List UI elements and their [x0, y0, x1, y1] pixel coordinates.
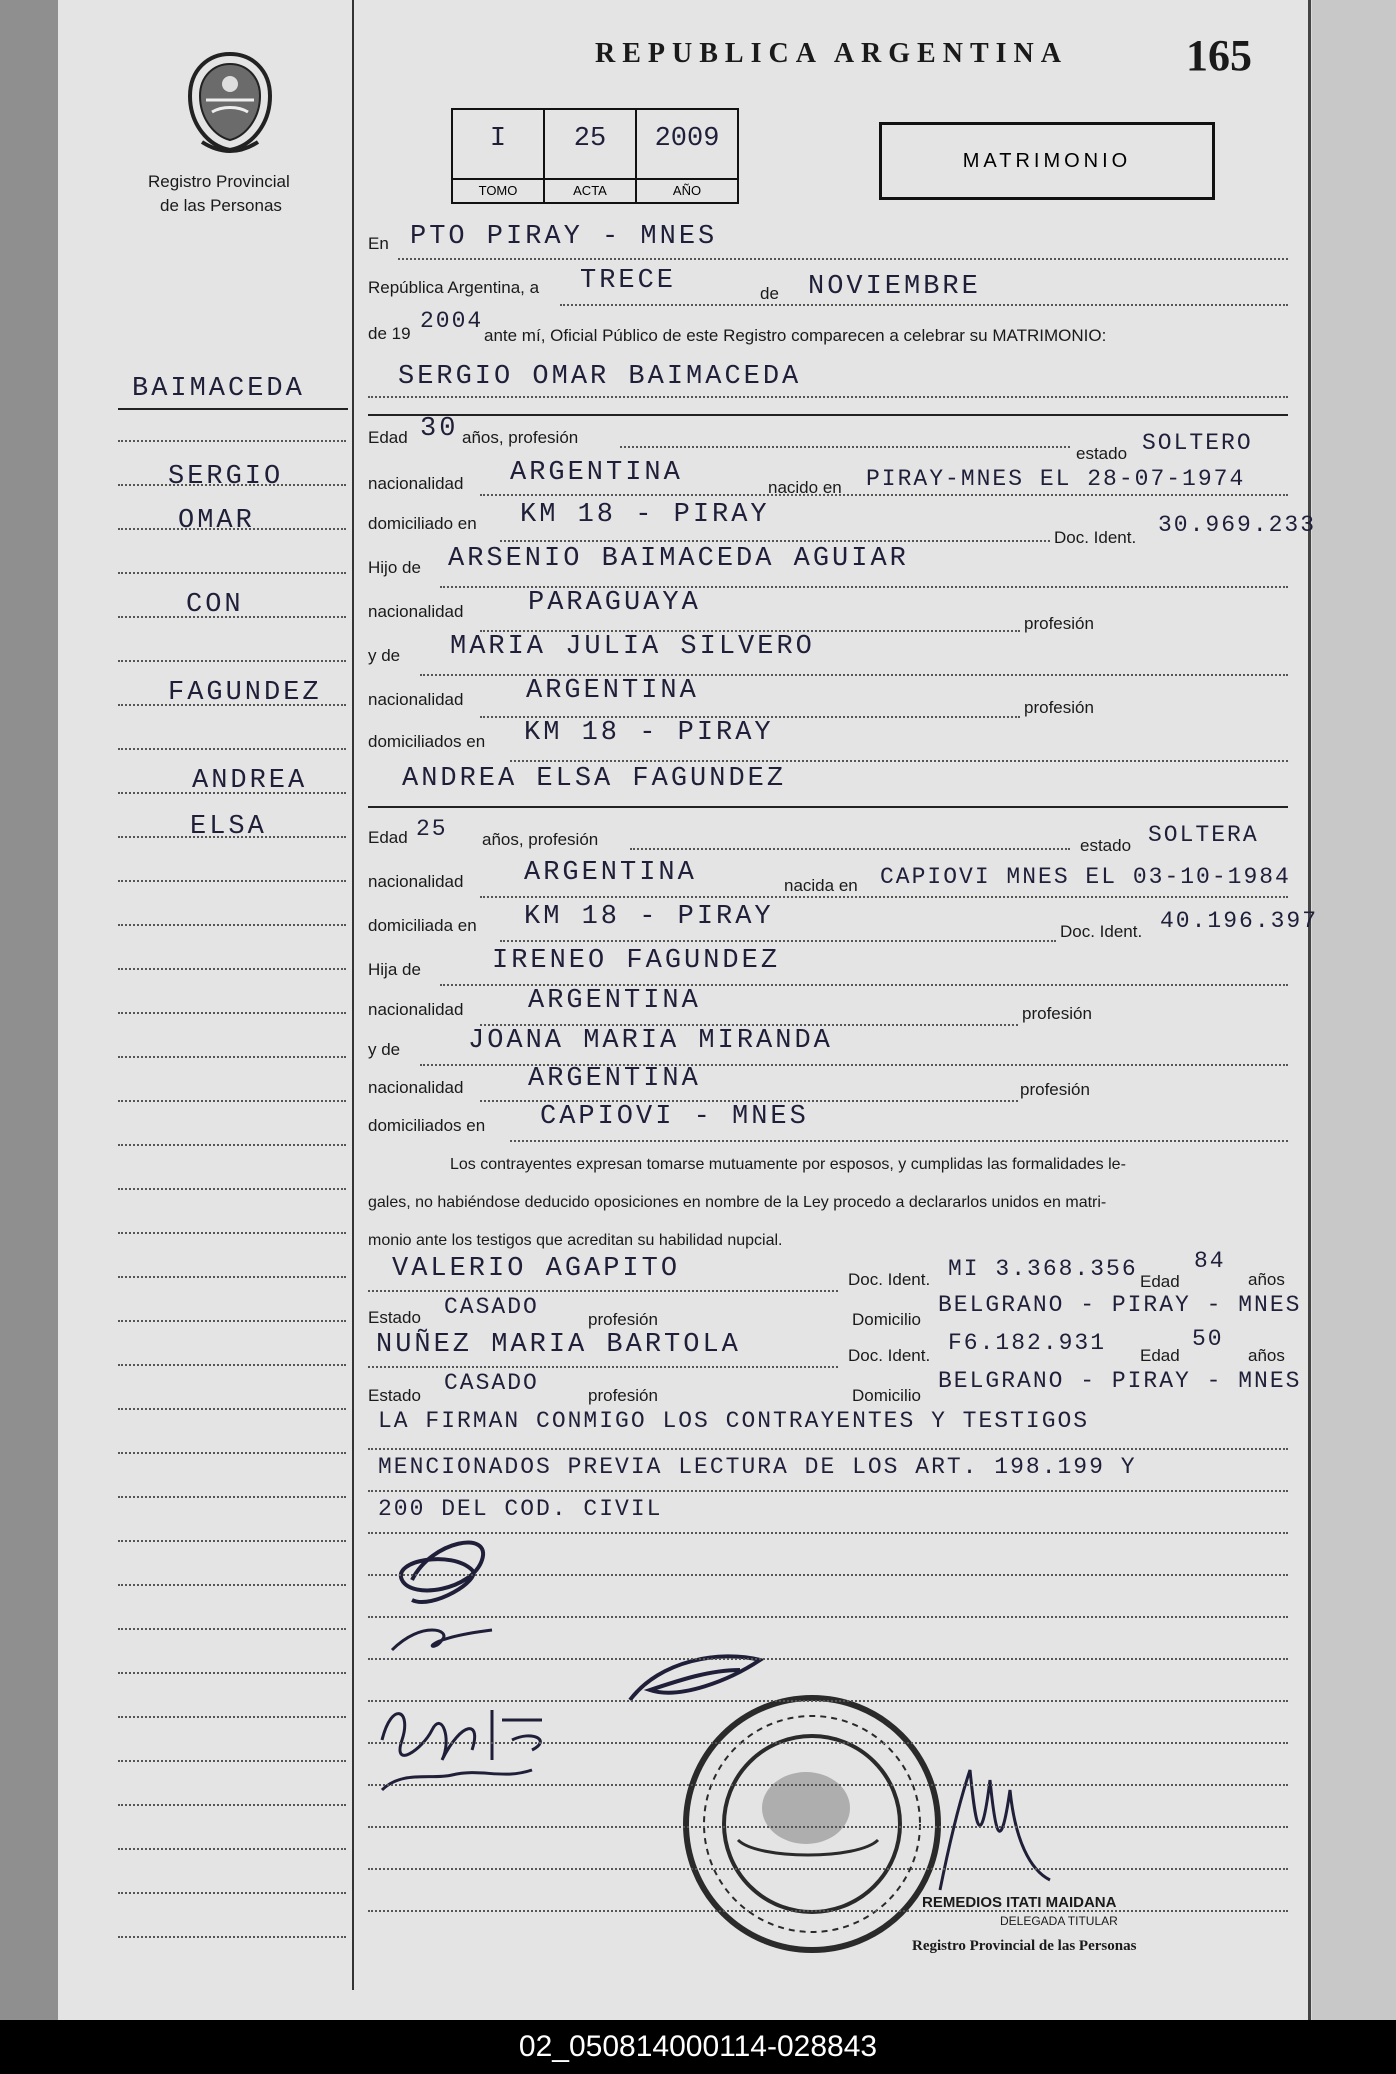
margin-ruled-line	[118, 1232, 346, 1234]
official-seal-icon	[678, 1690, 946, 1958]
margin-ruled-line	[118, 1848, 346, 1850]
registry-name-line1: Registro Provincial	[148, 172, 290, 191]
margin-ruled-line	[118, 1716, 346, 1718]
bride-estado: SOLTERA	[1148, 822, 1259, 848]
margin-ruled-line	[118, 572, 346, 574]
father-profesion-label: profesión	[1024, 614, 1094, 633]
groom-doc: 30.969.233	[1158, 512, 1317, 538]
groom-mother: MARIA JULIA SILVERO	[450, 632, 815, 662]
hijo-label: Hijo de	[368, 558, 421, 577]
year-value: 2004	[420, 308, 484, 334]
margin-ruled-line	[118, 1584, 346, 1586]
bride-mother-profesion-label: profesión	[1020, 1080, 1090, 1099]
dotted-line	[620, 446, 1070, 448]
margin-ruled-line	[118, 1892, 346, 1894]
margin-ruled-line	[118, 968, 346, 970]
margin-con: CON	[186, 590, 244, 620]
groom-domicilio: KM 18 - PIRAY	[520, 500, 770, 530]
groom-signature-icon	[372, 1520, 522, 1660]
bride-doc: 40.196.397	[1160, 908, 1319, 934]
witness2-doc: F6.182.931	[948, 1330, 1107, 1356]
groom-mother-nacionalidad: ARGENTINA	[526, 676, 699, 706]
anio-value: 2009	[654, 124, 720, 154]
official-title: DELEGADA TITULAR	[1000, 1914, 1118, 1928]
margin-surname2: FAGUNDEZ	[168, 678, 322, 708]
dotted-line	[500, 540, 1050, 542]
margin-ruled-line	[118, 1760, 346, 1762]
margin-ruled-line	[118, 1672, 346, 1674]
bride-name: ANDREA ELSA FAGUNDEZ	[402, 764, 787, 794]
witness2-edad-label: Edad	[1140, 1346, 1180, 1365]
witness2-domicilio: BELGRANO - PIRAY - MNES	[938, 1368, 1302, 1394]
father-nacionalidad-label: nacionalidad	[368, 602, 464, 621]
witness2-estado: CASADO	[444, 1370, 539, 1396]
groom-name: SERGIO OMAR BAIMACEDA	[398, 362, 802, 392]
en-value: PTO PIRAY - MNES	[410, 222, 718, 252]
dotted-line	[500, 940, 1056, 942]
witness2-name: NUÑEZ MARIA BARTOLA	[376, 1330, 741, 1360]
margin-ruled-line	[118, 1936, 346, 1938]
month-value: NOVIEMBRE	[808, 272, 981, 302]
domiciliada-label: domiciliada en	[368, 916, 477, 935]
estado-label: estado	[1076, 444, 1128, 463]
margin-ruled-line	[118, 1188, 346, 1190]
section-rule	[368, 806, 1288, 808]
nacionalidad-label: nacionalidad	[368, 474, 464, 493]
page-right-edge	[1312, 0, 1396, 2020]
bride-domiciliados-label: domiciliados en	[368, 1116, 486, 1135]
de19-label: de 19	[368, 324, 411, 343]
tomo-value: I	[489, 124, 507, 154]
groom-father-nacionalidad: PARAGUAYA	[528, 588, 701, 618]
dotted-line	[510, 1140, 1288, 1142]
nacida-label: nacida en	[784, 876, 858, 895]
acta-value: 25	[573, 124, 607, 154]
mother-profesion-label: profesión	[1024, 698, 1094, 717]
witness1-doc-label: Doc. Ident.	[848, 1270, 931, 1289]
province-crest-icon	[182, 50, 278, 154]
bride-yde-label: y de	[368, 1040, 401, 1059]
bride-father-nacionalidad: ARGENTINA	[528, 986, 701, 1016]
bride-age: 25	[416, 816, 448, 842]
margin-underline	[118, 408, 348, 410]
witness1-domicilio-label: Domicilio	[852, 1310, 921, 1329]
margin-name4: ELSA	[190, 812, 267, 842]
domiciliados-label: domiciliados en	[368, 732, 486, 751]
margin-ruled-line	[118, 1408, 346, 1410]
bride-father: IRENEO FAGUNDEZ	[492, 946, 781, 976]
section-rule	[368, 414, 1288, 416]
nacido-label: nacido en	[768, 478, 842, 497]
dotted-line	[560, 304, 1288, 306]
paragraph-line2: gales, no habiéndose deducido oposiciones en nombre de la Ley procedo a declararlos unidos en matri-	[368, 1194, 1107, 1211]
bride-father-profesion-label: profesión	[1022, 1004, 1092, 1023]
groom-estado: SOLTERO	[1142, 430, 1253, 456]
margin-ruled-line	[118, 792, 346, 794]
dotted-line	[398, 258, 1288, 260]
de-label: de	[760, 284, 779, 303]
margin-ruled-line	[118, 1628, 346, 1630]
body-ruled-line	[368, 1532, 1288, 1534]
page-number: 165	[1186, 31, 1252, 80]
republica-label: República Argentina, a	[368, 278, 540, 297]
bride-mother: JOANA MARIA MIRANDA	[468, 1026, 833, 1056]
anio-label: AÑO	[637, 178, 737, 202]
file-identifier: 02_050814000114-028843	[0, 2020, 1396, 2074]
body-ruled-line	[368, 1826, 1288, 1828]
note-line1: LA FIRMAN CONMIGO LOS CONTRAYENTES Y TESTIGOS	[378, 1408, 1090, 1434]
margin-ruled-line	[118, 704, 346, 706]
witness1-estado: CASADO	[444, 1294, 539, 1320]
day-value: TRECE	[580, 266, 677, 296]
page-left-shadow	[0, 0, 60, 2020]
act-type-box: MATRIMONIO	[879, 122, 1215, 200]
yde-label: y de	[368, 646, 401, 665]
margin-ruled-line	[118, 1540, 346, 1542]
record-reference-table	[451, 108, 739, 204]
margin-ruled-line	[118, 1276, 346, 1278]
margin-divider	[352, 0, 354, 1990]
body-ruled-line	[368, 1742, 1288, 1744]
witness2-domicilio-label: Domicilio	[852, 1386, 921, 1405]
note-line2: MENCIONADOS PREVIA LECTURA DE LOS ART. 198.199 Y	[378, 1454, 1137, 1480]
bride-nacida: CAPIOVI MNES EL 03-10-1984	[880, 864, 1291, 890]
body-ruled-line	[368, 1616, 1288, 1618]
body-ruled-line	[368, 1574, 1288, 1576]
dotted-line	[480, 494, 1288, 496]
groom-age: 30	[420, 414, 459, 444]
margin-ruled-line	[118, 1320, 346, 1322]
anio-cell	[637, 110, 737, 202]
groom-parents-domicilio: KM 18 - PIRAY	[524, 718, 774, 748]
margin-ruled-line	[118, 1804, 346, 1806]
bride-edad-label: Edad	[368, 828, 408, 847]
margin-ruled-line	[118, 1452, 346, 1454]
body-ruled-line	[368, 1784, 1288, 1786]
margin-ruled-line	[118, 484, 346, 486]
body-ruled-line	[368, 1910, 1288, 1912]
dotted-line	[480, 896, 1288, 898]
dotted-line	[368, 1366, 838, 1368]
margin-ruled-line	[118, 748, 346, 750]
witness1-profesion-label: profesión	[588, 1310, 658, 1329]
witness2-profesion-label: profesión	[588, 1386, 658, 1405]
margin-name2: OMAR	[178, 506, 255, 536]
bride-doc-label: Doc. Ident.	[1060, 922, 1143, 941]
tomo-cell	[453, 110, 545, 202]
body-ruled-line	[368, 1490, 1288, 1492]
witness1-estado-label: Estado	[368, 1308, 421, 1327]
body-ruled-line	[368, 1700, 1288, 1702]
margin-ruled-line	[118, 1496, 346, 1498]
bride-estado-label: estado	[1080, 836, 1132, 855]
margin-name3: ANDREA	[192, 766, 308, 796]
margin-ruled-line	[118, 528, 346, 530]
bride-nacionalidad-label: nacionalidad	[368, 872, 464, 891]
margin-ruled-line	[118, 616, 346, 618]
bride-mother-nacionalidad-label: nacionalidad	[368, 1078, 464, 1097]
dotted-line	[510, 760, 1288, 762]
paragraph-line1: Los contrayentes expresan tomarse mutuamente por esposos, y cumplidas las formalidades le-	[450, 1156, 1126, 1173]
margin-ruled-line	[118, 440, 346, 442]
bride-mother-nacionalidad: ARGENTINA	[528, 1064, 701, 1094]
witness1-edad-label: Edad	[1140, 1272, 1180, 1291]
note-line3: 200 DEL COD. CIVIL	[378, 1496, 663, 1522]
witness1-name: VALERIO AGAPITO	[392, 1254, 681, 1284]
official-name: REMEDIOS ITATI MAIDANA	[922, 1894, 1117, 1911]
ante-text: ante mí, Oficial Público de este Registro comparecen a celebrar su MATRIMONIO:	[484, 326, 1107, 345]
margin-ruled-line	[118, 1100, 346, 1102]
margin-surname: BAIMACEDA	[132, 374, 305, 404]
witness1-anios-label: años	[1248, 1270, 1285, 1289]
dotted-line	[368, 1290, 838, 1292]
dotted-line	[368, 396, 1288, 398]
witness1-doc: MI 3.368.356	[948, 1256, 1138, 1282]
margin-ruled-line	[118, 880, 346, 882]
bride-parents-domicilio: CAPIOVI - MNES	[540, 1102, 809, 1132]
doc-ident-label: Doc. Ident.	[1054, 528, 1137, 547]
bride-father-nacionalidad-label: nacionalidad	[368, 1000, 464, 1019]
witness1-age: 84	[1194, 1248, 1226, 1274]
margin-ruled-line	[118, 1144, 346, 1146]
witness2-estado-label: Estado	[368, 1386, 421, 1405]
witness2-age: 50	[1192, 1326, 1224, 1352]
mother-nacionalidad-label: nacionalidad	[368, 690, 464, 709]
witness2-doc-label: Doc. Ident.	[848, 1346, 931, 1365]
margin-ruled-line	[118, 1012, 346, 1014]
margin-ruled-line	[118, 1056, 346, 1058]
margin-ruled-line	[118, 660, 346, 662]
dotted-line	[630, 848, 1070, 850]
registry-name-line2: de las Personas	[160, 196, 282, 215]
body-ruled-line	[368, 1658, 1288, 1660]
margin-name1: SERGIO	[168, 462, 284, 492]
acta-label: ACTA	[545, 178, 635, 202]
body-ruled-line	[368, 1448, 1288, 1450]
official-registry: Registro Provincial de las Personas	[912, 1938, 1137, 1954]
witness1-domicilio: BELGRANO - PIRAY - MNES	[938, 1292, 1302, 1318]
margin-ruled-line	[118, 1364, 346, 1366]
body-ruled-line	[368, 1868, 1288, 1870]
groom-nacionalidad: ARGENTINA	[510, 458, 683, 488]
groom-nacido: PIRAY-MNES EL 28-07-1974	[866, 466, 1246, 492]
hija-label: Hija de	[368, 960, 421, 979]
edad-label: Edad	[368, 428, 408, 447]
bride-nacionalidad: ARGENTINA	[524, 858, 697, 888]
domiciliado-label: domiciliado en	[368, 514, 477, 533]
margin-ruled-line	[118, 924, 346, 926]
groom-father: ARSENIO BAIMACEDA AGUIAR	[448, 544, 909, 574]
anios-profesion-label: años, profesión	[462, 428, 579, 447]
en-label: En	[368, 234, 389, 253]
tomo-label: TOMO	[453, 178, 543, 202]
bride-domicilio: KM 18 - PIRAY	[524, 902, 774, 932]
paragraph-line3: monio ante los testigos que acreditan su habilidad nupcial.	[368, 1232, 783, 1249]
witness2-anios-label: años	[1248, 1346, 1285, 1365]
bride-anios-profesion-label: años, profesión	[482, 830, 599, 849]
acta-cell	[545, 110, 637, 202]
country-title: REPUBLICA ARGENTINA	[595, 38, 1068, 69]
margin-ruled-line	[118, 836, 346, 838]
